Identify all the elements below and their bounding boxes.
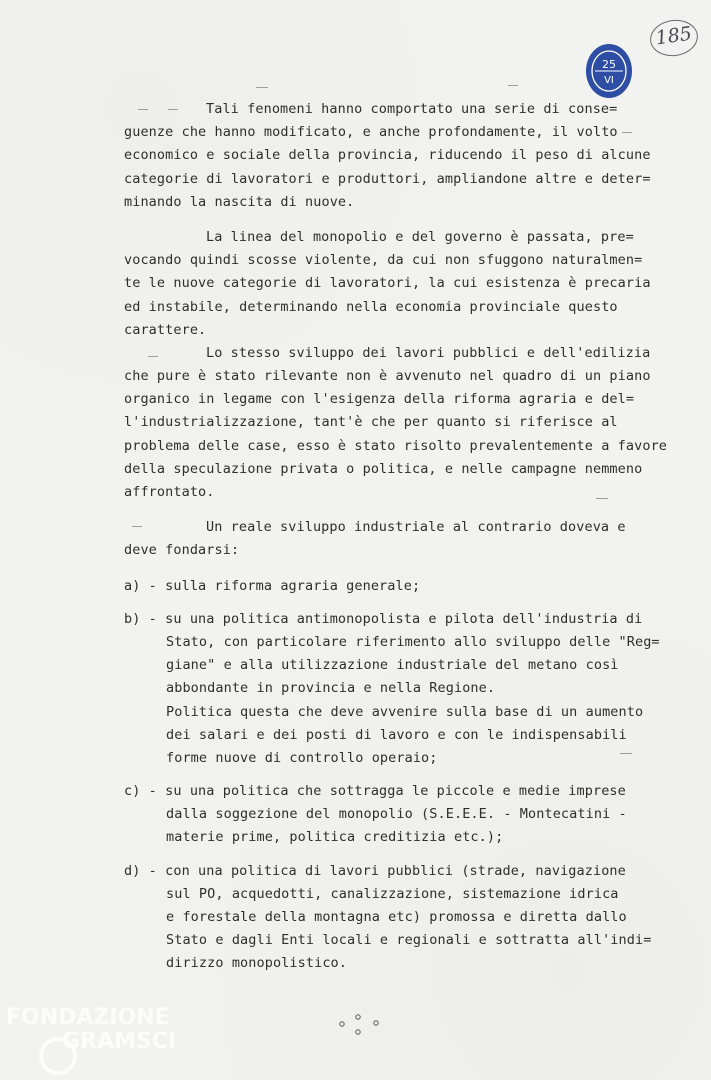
text-line: organico in legame con l'esigenza della riforma agraria e del= bbox=[124, 391, 635, 408]
text-line: affrontato. bbox=[124, 484, 215, 500]
text-line: categorie di lavoratori e produttori, ampliandone altre e deter= bbox=[124, 170, 651, 187]
margin-mark bbox=[138, 109, 148, 110]
text-line: dei salari e dei posti di lavoro e con le indispensabili bbox=[166, 726, 627, 743]
text-line: Tali fenomeni hanno comportato una serie di conse= bbox=[206, 101, 618, 117]
page-number: 185 bbox=[648, 17, 701, 59]
text-line: forme nuove di controllo operaio; bbox=[166, 749, 438, 766]
text-line: economico e sociale della provincia, riducendo il peso di alcune bbox=[124, 147, 651, 164]
text-line: che pure è stato rilevante non è avvenuto nel quadro di un piano bbox=[124, 368, 651, 385]
text-line: te le nuove categorie di lavoratori, la cui esistenza è precaria bbox=[124, 275, 651, 292]
fondazione-gramsci-watermark bbox=[0, 998, 200, 1078]
watermark-line-2: GRAMSCI bbox=[62, 1029, 177, 1054]
text-line: Un reale sviluppo industriale al contrario doveva e bbox=[206, 519, 626, 536]
text-line: della speculazione privata o politica, e nelle campagne nemmeno bbox=[124, 460, 643, 477]
text-line: Stato, con particolare riferimento allo sviluppo delle "Reg= bbox=[166, 633, 660, 650]
text-line: carattere. bbox=[124, 321, 207, 338]
text-line: guenze che hanno modificato, e anche profondamente, il volto bbox=[124, 124, 618, 141]
text-line: Lo stesso sviluppo dei lavori pubblici e dell'edilizia bbox=[206, 344, 651, 361]
text-line: minando la nascita di nuove. bbox=[124, 193, 355, 210]
margin-mark bbox=[620, 753, 632, 754]
text-line: e forestale della montagna etc) promossa e diretta dallo bbox=[166, 909, 627, 925]
text-line: l'industrializzazione, tant'è che per quanto si riferisce al bbox=[124, 414, 618, 431]
stamp-bottom-text: VI bbox=[604, 75, 614, 86]
text-line: abbondante in provincia e nella Regione. bbox=[166, 680, 496, 697]
text-line: dirizzo monopolistico. bbox=[166, 955, 348, 972]
text-line: vocando quindi scosse violente, da cui non sfuggono naturalmen= bbox=[124, 252, 643, 269]
list-item-b: b) - su una politica antimonopolista e pilota dell'industria di bbox=[124, 610, 643, 627]
text-line: giane" e alla utilizzazione industriale del metano così bbox=[166, 657, 619, 674]
text-line: materie prime, politica creditizia etc.); bbox=[166, 829, 504, 846]
list-item-a: a) - sulla riforma agraria generale; bbox=[124, 577, 421, 594]
watermark-line-1: FONDAZIONE bbox=[6, 1005, 170, 1030]
text-line: deve fondarsi: bbox=[124, 542, 240, 559]
margin-mark bbox=[256, 87, 268, 88]
margin-mark bbox=[168, 109, 178, 110]
margin-mark bbox=[148, 356, 158, 357]
page-ornament bbox=[336, 1012, 386, 1038]
archive-stamp bbox=[583, 40, 635, 100]
text-line: sul PO, acquedotti, canalizzazione, sistemazione idrica bbox=[166, 885, 619, 902]
margin-mark bbox=[596, 498, 608, 499]
text-line: ed instabile, determinando nella economia provinciale questo bbox=[124, 298, 618, 315]
text-line: dalla soggezione del monopolio (S.E.E.E. - Montecatini - bbox=[166, 806, 627, 823]
text-line: Politica questa che deve avvenire sulla base di un aumento bbox=[166, 703, 644, 720]
text-line: Stato e dagli Enti locali e regionali e sottratta all'indi= bbox=[166, 932, 652, 949]
list-item-d: d) - con una politica di lavori pubblici (strade, navigazione bbox=[124, 862, 626, 879]
stamp-top-text: 25 bbox=[602, 58, 616, 71]
text-line: La linea del monopolio e del governo è passata, pre= bbox=[206, 228, 634, 245]
margin-mark bbox=[508, 85, 518, 86]
margin-mark bbox=[622, 132, 632, 133]
text-line: problema delle case, esso è stato risolto prevalentemente a favore bbox=[124, 437, 668, 454]
list-item-c: c) - su una politica che sottragga le piccole e medie imprese bbox=[124, 783, 626, 800]
typewritten-text bbox=[124, 98, 684, 976]
margin-mark bbox=[132, 526, 142, 527]
